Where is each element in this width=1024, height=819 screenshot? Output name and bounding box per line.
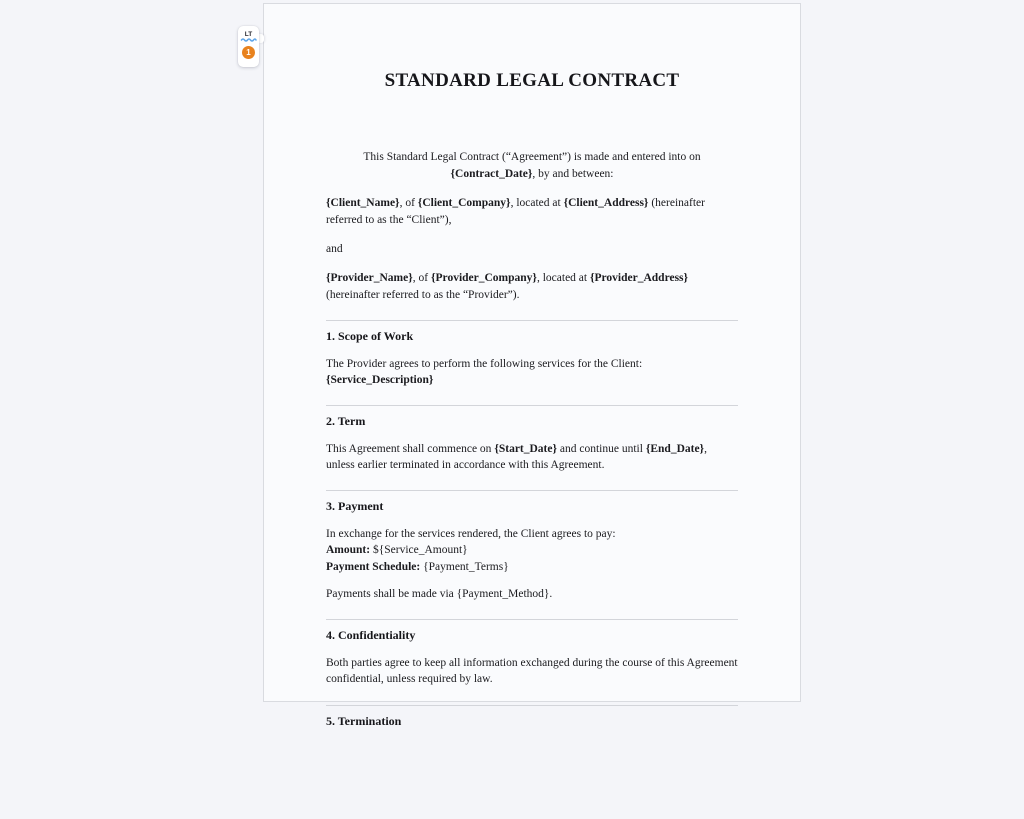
intro-paragraph <box>326 149 738 182</box>
document-bottom-space <box>326 729 738 819</box>
section-heading-scope-of-work: 1. Scope of Work <box>326 328 414 343</box>
placeholder-client-company: {Client_Company} <box>417 197 511 210</box>
placeholder-provider-address: {Provider_Address} <box>589 272 689 285</box>
languagetool-issue-count-badge[interactable]: 1 <box>242 46 255 59</box>
section-body-payment <box>326 526 738 602</box>
placeholder-service-description: {Service_Description} <box>326 373 434 386</box>
languagetool-widget[interactable] <box>238 26 259 67</box>
term-text-3: , unless earlier terminated in accordance with this Agreement. <box>326 442 707 472</box>
placeholder-provider-name: {Provider_Name} <box>326 272 413 285</box>
term-text-1: This Agreement shall commence on <box>326 442 495 455</box>
term-text-2: and continue until <box>557 442 646 455</box>
section-divider <box>326 619 738 620</box>
languagetool-logo-icon <box>240 29 257 44</box>
payment-schedule-label: Payment Schedule: <box>326 560 421 573</box>
section-body-scope-of-work <box>326 356 738 389</box>
placeholder-payment-terms: {Payment_Terms} <box>420 560 509 573</box>
client-sep-1: , of <box>399 197 418 210</box>
section-divider <box>326 490 738 491</box>
placeholder-client-address: {Client_Address} <box>563 197 649 210</box>
payment-method-line: Payments shall be made via {Payment_Method}. <box>326 588 553 601</box>
intro-lead-text: This Standard Legal Contract (“Agreement”) is made and entered into on <box>363 151 701 163</box>
payment-intro-line: In exchange for the services rendered, the Client agrees to pay: <box>326 528 616 541</box>
client-sep-2: , located at <box>510 197 564 210</box>
placeholder-end-date: {End_Date} <box>645 442 705 455</box>
placeholder-start-date: {Start_Date} <box>494 442 558 455</box>
payment-amount-label: Amount: <box>326 544 371 557</box>
document-title: STANDARD LEGAL CONTRACT <box>384 70 680 91</box>
conjunction-paragraph: and <box>326 243 343 255</box>
section-divider <box>326 320 738 321</box>
section-body-confidentiality: Both parties agree to keep all information exchanged during the course of this Agreement confidential, unless required by law. <box>326 656 738 686</box>
provider-tail-text: (hereinafter referred to as the “Provider”). <box>326 288 520 301</box>
client-tail-text: (hereinafter referred to as the “Client”), <box>326 197 705 226</box>
provider-party-paragraph <box>326 270 738 303</box>
document-page <box>263 3 801 728</box>
intro-tail-text: , by and between: <box>532 167 614 180</box>
placeholder-service-amount: ${Service_Amount} <box>370 544 468 557</box>
section-divider <box>326 405 738 406</box>
section-heading-confidentiality: 4. Confidentiality <box>326 628 416 643</box>
svg-text:LT: LT <box>244 31 253 38</box>
payment-amount-line <box>326 542 738 558</box>
provider-sep-1: , of <box>412 272 431 285</box>
provider-sep-2: , located at <box>536 272 590 285</box>
section-heading-term: 2. Term <box>326 414 366 429</box>
document-body <box>264 70 800 819</box>
section-heading-termination: 5. Termination <box>326 713 402 728</box>
payment-schedule-line <box>326 559 738 575</box>
client-party-paragraph <box>326 195 738 228</box>
placeholder-client-name: {Client_Name} <box>326 197 400 210</box>
placeholder-contract-date: {Contract_Date} <box>450 167 533 180</box>
section-divider <box>326 705 738 706</box>
section-heading-payment: 3. Payment <box>326 499 384 514</box>
scope-intro-line: The Provider agrees to perform the following services for the Client: <box>326 357 643 370</box>
placeholder-provider-company: {Provider_Company} <box>431 272 537 285</box>
section-body-term <box>326 441 738 474</box>
